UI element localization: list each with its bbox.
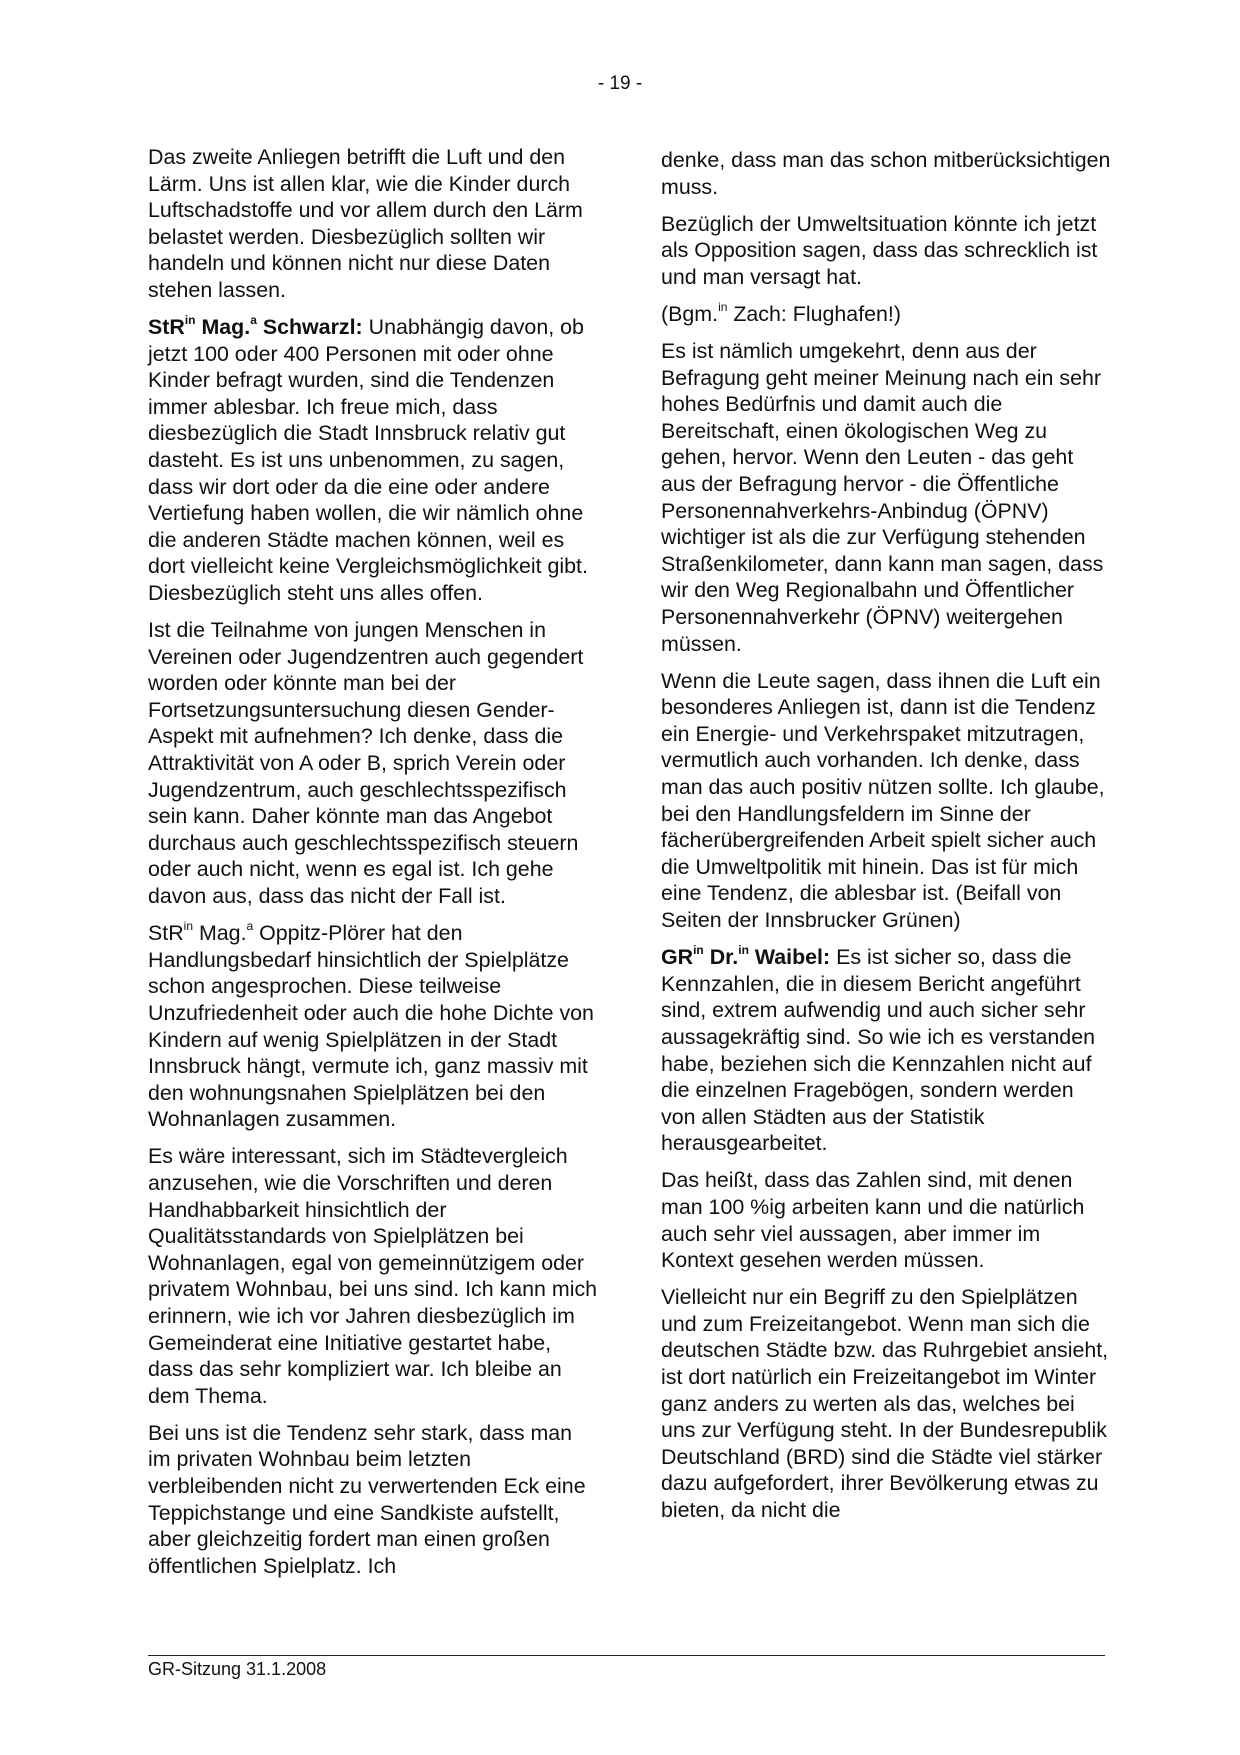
paragraph: Bei uns ist die Tendenz sehr stark, dass man im privaten Wohnbau beim letzten verbleibenden nicht zu verwertenden Eck eine Teppichstange und eine Sandkiste aufstellt, aber gleichzeitig fordert man einen großen öffentlichen Spielplatz. Ich xyxy=(148,1420,586,1578)
paragraph: Vielleicht nur ein Begriff zu den Spielplätzen und zum Freizeitangebot. Wenn man sich die deutschen Städte bzw. das Ruhrgebiet ansieht, ist dort natürlich ein Freizeitangebot im Winter ganz anders zu werten als das, welches bei uns zur Verfügung steht. In der Bundesrepublik Deutschland (BRD) sind die Städte viel stärker dazu aufgefordert, ihrer Bevölkerung etwas zu bieten, da nicht die xyxy=(661,1285,1109,1522)
right-column xyxy=(661,147,1111,1534)
speaker-name: StR$^{in}$ Mag.$^a$ Schwarzl: xyxy=(148,312,363,340)
speaker-name: $GR^{in}$ Dr.$^{in}$ Waibel: xyxy=(661,943,831,970)
paragraph: Bezüglich der Umweltsituation könnte ich jetzt als Opposition sagen, dass das schrecklich ist und man versagt hat. xyxy=(661,211,1098,289)
interjection: (Bgm.$^{in}$ Zach: Flughafen!) xyxy=(661,299,901,326)
paragraph: Das heißt, dass das Zahlen sind, mit denen man 100 %ig arbeiten kann und die natürlich auch sehr viel aussagen, aber immer im Kontext gesehen werden müssen. xyxy=(661,1168,1085,1273)
page-number: - 19 - xyxy=(597,73,643,94)
paragraph: Das zweite Anliegen betrifft die Luft und den Lärm. Uns ist allen klar, wie die Kinder durch Luftschadstoffe und vor allem durch den Lärm belastet werden. Diesbezüglich sollten wir handeln und können nicht nur diese Daten stehen lassen. xyxy=(148,145,583,302)
footer-divider xyxy=(148,1655,1105,1656)
left-column xyxy=(148,144,598,1590)
paragraph: Ist die Teilnahme von jungen Menschen in Vereinen oder Jugendzentren auch gegendert worden oder könnte man bei der Fortsetzungsuntersuchung diesen Gender-Aspekt mit aufnehmen? Ich denke, dass die Attraktivität von A oder B, sprich Verein oder Jugendzentrum, auch geschlechtsspezifisch sein kann. Daher könnte man das Angebot durchaus auch geschlechtsspezifisch steuern oder auch nicht, wenn es egal ist. Ich gehe davon aus, dass das nicht der Fall ist. xyxy=(148,618,584,909)
paragraph: StR$^{in}$ Mag.$^a$ Oppitz-Plörer hat den Handlungsbedarf hinsichtlich der Spielplätze schon angesprochen. Diese teilweise Unzufriedenheit oder auch die hohe Dichte von Kindern auf wenig Spielplätzen in der Stadt Innsbruck hängt, vermute ich, ganz massiv mit den wohnungsnahen Spielplätzen bei den Wohnanlagen zusammen. xyxy=(148,919,594,1132)
paragraph: Es wäre interessant, sich im Städtevergleich anzusehen, wie die Vorschriften und deren Handhabbarkeit hinsichtlich der Qualitätsstandards von Spielplätzen bei Wohnanlagen, egal von gemeinnützigem oder privatem Wohnbau, bei uns sind. Ich kann mich erinnern, wie ich vor Jahren diesbezüglich im Gemeinderat eine Initiative gestartet habe, dass das sehr kompliziert war. Ich bleibe an dem Thema. xyxy=(148,1144,598,1408)
speech-waibel xyxy=(661,944,1111,1157)
speech-text: Unabhängig davon, ob jetzt 100 oder 400 Personen mit oder ohne Kinder befragt wurden, sind die Tendenzen immer ablesbar. Ich freue mich, dass diesbezüglich die Stadt Innsbruck relativ gut dasteht. Es ist uns unbenommen, zu sagen, dass wir dort oder da die eine oder andere Vertiefung haben wollen, die wir nämlich ohne die anderen Städte machen können, weil es dort vielleicht keine Vergleichsmöglichkeit gibt. Diesbezüglich steht uns alles offen. xyxy=(148,315,588,605)
paragraph: Es ist nämlich umgekehrt, denn aus der Befragung geht meiner Meinung nach ein sehr hohes Bedürfnis und damit auch die Bereitschaft, einen ökologischen Weg zu gehen, hervor. Wenn den Leuten - das geht aus der Befragung hervor - die Öffentliche Personennahverkehrs-Anbindug (ÖPNV) wichtiger ist als die zur Verfügung stehenden Straßenkilometer, dann kann man sagen, dass wir den Weg Regionalbahn und Öffentlicher Personennahverkehr (ÖPNV) weitergehen müssen. xyxy=(661,339,1104,656)
footer-text: GR-Sitzung 31.1.2008 xyxy=(148,1659,327,1679)
speech-schwarzl xyxy=(148,314,598,607)
speech-text: Es ist sicher so, dass die Kennzahlen, die in diesem Bericht angeführt sind, extrem aufwendig und auch sicher sehr aussagekräftig sind. So wie ich es verstanden habe, beziehen sich die Kennzahlen nicht auf die einzelnen Fragebögen, sondern werden von allen Städten aus der Statistik herausgearbeitet. xyxy=(661,945,1095,1156)
paragraph: Wenn die Leute sagen, dass ihnen die Luft ein besonderes Anliegen ist, dann ist die Tendenz ein Energie- und Verkehrspaket mitzutragen, vermutlich auch vorhanden. Ich denke, dass man das auch positiv nützen sollte. Ich glaube, bei den Handlungsfeldern im Sinne der fächerübergreifenden Arbeit spielt sicher auch die Umweltpolitik mit hinein. Das ist für mich eine Tendenz, die ablesbar ist. (Beifall von Seiten der Innsbrucker Grünen) xyxy=(661,668,1105,933)
paragraph: denke, dass man das schon mitberücksichtigen muss. xyxy=(661,148,1111,199)
